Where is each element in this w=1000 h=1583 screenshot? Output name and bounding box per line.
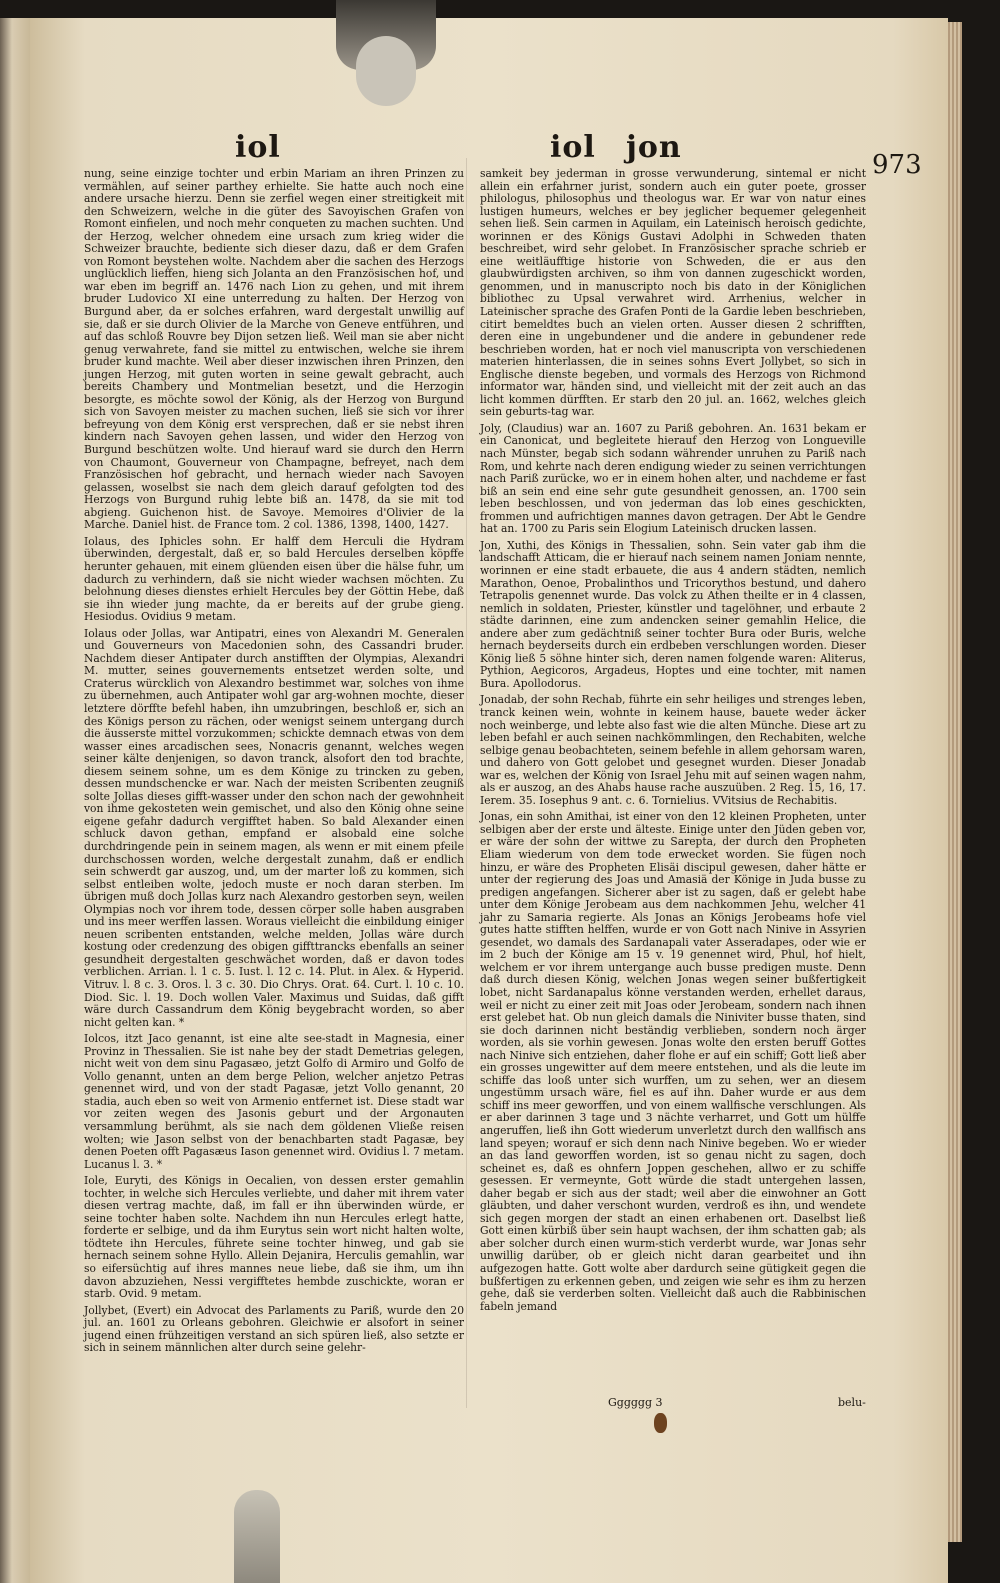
entry-paragraph: Iole, Euryti, des Königs in Oecalien, von dessen erster gemahlin tochter, in welche sich Hercules verliebte, und daher mit ihrem vater diesen vertrag machte, daß, im fall er ihn überwinden würde, er seine tochter haben solte. Nachdem ihn nun Hercules erlegt hatte, forderte er selbige, und da ihm Eurytus sein wort nicht halten wolte, tödtete ihn Hercules, führete seine tochter hinweg, und gab sie hernach seinem sohne Hyllo. Allein Dejanira, Herculis gemahlin, war so eifersüchtig auf ihres mannes neue liebe, daß sie ihm, um ihn davon abzuziehen, Nessi vergifftetes hembde zuschickte, woran er starb. Ovid. 9 metam. (84, 1174, 464, 1301)
book-page (30, 18, 948, 1583)
top-page-clip-inner (356, 36, 416, 106)
catchword: belu- (838, 1396, 866, 1409)
ink-stain (654, 1413, 667, 1433)
right-column (480, 168, 866, 1317)
page-number: 973 (872, 150, 922, 180)
entry-paragraph: Jonas, ein sohn Amithai, ist einer von den 12 kleinen Propheten, unter selbigen aber der erste und älteste. Einige unter den Jüden geben vor, er wäre der sohn der wittwe zu Sarepta, der durch den Propheten Eliam wiederum von dem tode erwecket worden. Sie fügen noch hinzu, er wäre des Propheten Elisäi discipul gewesen, daher hätte er unter der regierung des Joas und Amasiä der Könige in Juda busse zu predigen angefangen. Sicherer aber ist zu sagen, daß er gelebt habe unter dem Könige Jerobeam aus dem nachkommen Jehu, welcher 41 jahr zu Samaria regierte. Als Jonas an Königs Jerobeams hofe viel gutes hatte stifften helffen, wurde er von Gott nach Ninive in Assyrien gesendet, wo damals des Sardanapali vater Asseradapes, oder wie er im 2 buch der Könige am 15 v. 19 genennet wird, Phul, hof hielt, welchem er vor ihrem untergange auch busse predigen muste. Denn daß durch diesen König, welchen Jonas wegen seiner bußfertigkeit lobet, nicht Sardanapalus könne verstanden werden, erhellet daraus, weil er nicht zu einer zeit mit Joas oder Jerobeam, sondern nach ihnen erst gelebet hat. Ob nun gleich damals die Niniviter busse thaten, sind sie doch darinnen nicht beständig verblieben, sondern noch ärger worden, als sie vorhin gewesen. Jonas wolte den ersten beruff Gottes nach Ninive sich entziehen, daher flohe er auf ein schiff; Gott ließ aber ein grosses ungewitter auf dem meere entstehen, und als die leute im schiffe das looß unter sich wurffen, um zu sehen, wer an diesem ungestümm ursach wäre, fiel es auf ihn. Daher wurde er aus dem schiff ins meer geworffen, und von einem wallfische verschlungen. Als er aber darinnen 3 tage und 3 nächte verharret, und Gott um hülffe angeruffen, ließ ihn Gott wiederum unverletzt durch den wallfisch ans land speyen; worauf er sich denn nach Ninive begeben. Wo er wieder an das land geworffen worden, ist so genau nicht zu sagen, doch scheinet es, daß es ohnfern Joppen geschehen, allwo er zu schiffe gesessen. Er vermeynte, Gott würde die stadt untergehen lassen, daher begab er sich aus der stadt; weil aber die einwohner an Gott gläubten, und daher verschont wurden, verdroß es ihn, und wendete sich gegen morgen der stadt an einen erhabenen ort. Daselbst ließ Gott einen kürbiß über sein haupt wachsen, der ihm schatten gab; als aber solcher durch einen wurm-stich verderbt wurde, war Jonas sehr unwillig darüber, ob er gleich nicht daran gearbeitet und ihn aufgezogen hatte. Gott wolte aber dardurch seine gütigkeit gegen die bußfertigen zu erkennen geben, und zeigen wie sehr es ihm zu herzen gehe, daß sie verderben solten. Vielleicht daß auch die Rabbinischen fabeln jemand (480, 810, 866, 1313)
entry-paragraph: Jonadab, der sohn Rechab, führte ein sehr heiliges und strenges leben, tranck keinen wein, wohnte in keinem hause, bauete weder äcker noch weinberge, und lebte also fast wie die alten Münche. Diese art zu leben befahl er auch seinen nachkömmlingen, den Rechabiten, welche selbige genau beobachteten, seinem befehle in allem gehorsam waren, und dahero von Gott gelobet und gesegnet wurden. Dieser Jonadab war es, welchen der König von Israel Jehu mit auf seinen wagen nahm, als er auszog, an des Ahabs hause rache auszuüben. 2 Reg. 15, 16, 17. Ierem. 35. Iosephus 9 ant. c. 6. Tornielius. VVitsius de Rechabitis. (480, 693, 866, 807)
entry-paragraph: Iolaus, des Iphicles sohn. Er halff dem Herculi die Hydram überwinden, dergestalt, daß er, so bald Hercules derselben köpffe herunter gehauen, mit einem glüenden eisen über die hälse fuhr, um dadurch zu verhindern, daß sie nicht wieder wachsen möchten. Zu belohnung dieses dienstes erhielt Hercules bey der Göttin Hebe, daß sie ihn wieder jung machte, da er bereits auf der grube gieng. Hesiodus. Ovidius 9 metam. (84, 534, 464, 624)
entry-paragraph: Joly, (Claudius) war an. 1607 zu Pariß gebohren. An. 1631 bekam er ein Canonicat, und begleitete hierauf den Herzog von Longueville nach Münster, begab sich sodann währender unruhen zu Pariß nach Rom, und kehrte nach deren endigung wieder zu seinen verrichtungen nach Pariß zurücke, wo er in einem hohen alter, und nachdeme er fast biß an sein end eine sehr gute gesundheit genossen, an. 1700 sein leben beschlossen, und von jederman das lob eines geschickten, frommen und aufrichtigen mannes davon getragen. Der Abt le Gendre hat an. 1700 zu Paris sein Elogium Lateinisch drucken lassen. (480, 421, 866, 536)
entry-paragraph: nung, seine einzige tochter und erbin Mariam an ihren Prinzen zu vermählen, auf seiner parthey erhielte. Sie hatte auch noch eine andere ursache hierzu. Denn sie zerfiel wegen einer streitigkeit mit den Schweizern, welche in die güter des Savoyischen Grafen von Romont einfielen, und noch mehr conqueten zu machen suchten. Und der Herzog, welcher ohnedem eine ursach zum krieg wider die Schweizer brauchte, bediente sich dieser dazu, daß er dem Grafen von Romont beystehen wolte. Nachdem aber die sachen des Herzogs unglücklich lieffen, hieng sich Jolanta an den Französischen hof, und war eben im begriff an. 1476 nach Lion zu gehen, und mit ihrem bruder Ludovico XI eine unterredung zu halten. Der Herzog von Burgund aber, da er solches erfahren, ward dergestalt unwillig auf sie, daß er sie durch Olivier de la Marche von Geneve entführen, und auf das schloß Rouvre bey Dijon setzen ließ. Weil man sie aber nicht genug verwahrete, fand sie mittel zu entwischen, welche sie ihrem bruder kund machte. Weil aber dieser inzwischen ihren Prinzen, den jungen Herzog, mit guten worten in seine gewalt gebracht, auch bereits Chambery und Montmelian besetzt, und die Herzogin besorgte, es möchte sowol der König, als der Herzog von Burgund sich von Savoyen meister zu machen suchen, ließ sie sich vor ihrer befreyung von dem König erst versprechen, daß er sie nebst ihren kindern nach Savoyen gehen lassen, und wider den Herzog von Burgund beschützen wolte. Und hierauf ward sie durch den Herrn von Chaumont, Gouverneur von Champagne, befreyet, nach dem Französischen hof gebracht, und hernach wieder nach Savoyen gelassen, woselbst sie nach dem gleich darauf gefolgten tod des Herzogs von Burgund ruhig lebte biß an. 1478, da sie mit tod abgieng. Guichenon hist. de Savoye. Memoires d'Olivier de la Marche. Daniel hist. de France tom. 2 col. 1386, 1398, 1400, 1427. (84, 167, 464, 532)
left-column (84, 168, 464, 1359)
right-headword-a: iol (550, 130, 596, 165)
entry-paragraph: samkeit bey jederman in grosse verwunderung, sintemal er nicht allein ein erfahrner jurist, sondern auch ein guter poete, grosser philologus, philosophus und theologus war. Er war von natur eines lustigen humeurs, welches er bey jeglicher bequemer gelegenheit sehen ließ. Sein carmen in Aquilam, ein Lateinisch heroisch gedichte, worinnen er des Königs Gustavi Adolphi in Schweden thaten beschreibet, wird sehr gelobet. In Französischer sprache schrieb er eine weitläufftige historie von Schweden, die er aus den glaubwürdigsten archiven, so ihm von dannen zugeschickt worden, genommen, und in manuscripto noch bis dato in der Königlichen bibliothec zu Upsal verwahret wird. Arrhenius, welcher in Lateinischer sprache des Grafen Ponti de la Gardie leben beschrieben, citirt bemeldtes buch an vielen orten. Ausser diesen 2 schrifften, deren eine in ungebundener und die andere in gebundener rede beschrieben worden, hat er noch viel manuscripta von verschiedenen materien hinterlassen, die in seines sohns Evert Jollybet, so sich in Englische dienste begeben, und vormals des Herzogs von Richmond informator war, händen sind, und vielleicht mit der zeit auch an das licht kommen dürfften. Er starb den 20 jul. an. 1662, welches gleich sein geburts-tag war. (480, 167, 866, 419)
left-headword: iol (235, 130, 281, 165)
facing-page-edge (0, 18, 30, 1583)
entry-paragraph: Iolaus oder Jollas, war Antipatri, eines von Alexandri M. Generalen und Gouverneurs von Macedonien sohn, des Cassandri bruder. Nachdem dieser Antipater durch anstifften der Olympias, Alexandri M. mutter, seines gouvernements entsetzet werden solte, und Craterus würcklich von Alexandro bestimmet war, solches von ihme zu übernehmen, auch Antipater wohl gar arg-wohnen mochte, dieser letztere dörffte befehl haben, ihn umzubringen, beschloß er, sich an des Königs person zu rächen, oder wenigst seinem untergang durch die äusserste mittel vorzukommen; schickte demnach etwas von dem wasser eines arcadischen sees, Nonacris genannt, welches wegen seiner kälte denjenigen, so davon tranck, alsofort den tod brachte, diesem seinem sohne, um es dem Könige zu trincken zu geben, dessen mundschencke er war. Nach der meisten Scribenten zeugniß solte Jollas dieses gifft-wasser under den schon nach der gewohnheit von ihme gekosteten wein gemischet, und also den König ohne seine eigene gefahr dadurch vergifftet haben. So bald Alexander einen schluck davon gethan, empfand er alsobald eine solche durchdringende pein in seinem magen, als wenn er mit einem pfeile durchschossen worden, welche dergestalt zunahm, daß er endlich sein schwerdt gar auszog, und, um der marter loß zu kommen, sich selbst entleiben wolte, jedoch muste er noch daran sterben. Im übrigen muß doch Jollas kurz nach Alexandro gestorben seyn, weilen Olympias noch vor ihrem tode, dessen cörper solle haben ausgraben und ins meer werffen lassen. Woraus vielleicht die einbildung einiger neuen scribenten entstanden, welche melden, Jollas wäre durch kostung oder credenzung des obigen giffttrancks ebenfalls an seiner gesundheit dergestalten geschwächet worden, daß er davon todes verblichen. Arrian. l. 1 c. 5. Iust. l. 12 c. 14. Plut. in Alex. & Hyperid. Vitruv. l. 8 c. 3. Oros. l. 3 c. 30. Dio Chrys. Orat. 64. Curt. l. 10 c. 10. Diod. Sic. l. 19. Doch wollen Valer. Maximus und Suidas, daß gifft wäre durch Cassandrum dem König beygebracht worden, so aber nicht gelten kan. * (84, 626, 464, 1029)
right-headword-b: jon (626, 130, 682, 165)
entry-paragraph: Iolcos, itzt Jaco genannt, ist eine alte see-stadt in Magnesia, einer Provinz in Thessalien. Sie ist nahe bey der stadt Demetrias gelegen, nicht weit von dem sinu Pagasæo, jetzt Golfo di Armiro und Golfo de Vollo genannt, unten an dem berge Pelion, welcher anjetzo Petras genennet wird, und von der stadt Pagasæ, jetzt Vollo genannt, 20 stadia, auch eben so weit von Armenio entfernet ist. Diese stadt war vor zeiten wegen des Jasonis geburt und der Argonauten versammlung berühmt, als sie nach dem göldenen Vließe reisen wolten; wie Jason selbst von der benachbarten stadt Pagasæ, bey denen Poeten offt Pagasæus Iason genennet wird. Ovidius l. 7 metam. Lucanus l. 3. * (84, 1032, 464, 1171)
signature-mark: Gggggg 3 (608, 1396, 663, 1409)
entry-paragraph: Jollybet, (Evert) ein Advocat des Parlaments zu Pariß, wurde den 20 jul. an. 1601 zu Orleans gebohren. Gleichwie er alsofort in seiner jugend einen frühzeitigen verstand an sich spüren ließ, also setzte er sich in seinem männlichen alter durch seine gelehr- (84, 1303, 464, 1355)
page-stack-edge (948, 22, 962, 1542)
entry-paragraph: Jon, Xuthi, des Königs in Thessalien, sohn. Sein vater gab ihm die landschafft Atticam, die er hierauf nach seinem namen Joniam nennte, worinnen er eine stadt erbauete, die aus 4 andern städten, nemlich Marathon, Oenoe, Probalinthos und Tricorythos bestund, und dahero Tetrapolis genennet wurde. Das volck zu Athen theilte er in 4 classen, nemlich in soldaten, Priester, künstler und tagelöhner, und erbaute 2 städte darinnen, eine zum andencken seiner gemahlin Helice, die andere aber zum gedächtniß seiner tochter Bura oder Buris, welche hernach beyderseits durch ein erdbeben verschlungen worden. Dieser König ließ 5 söhne hinter sich, deren namen folgende waren: Aliterus, Pythion, Aegicoros, Argadeus, Hoptes und eine tochter, mit namen Bura. Apollodorus. (480, 538, 866, 690)
column-divider (466, 158, 467, 1408)
bottom-page-clip (234, 1490, 280, 1583)
